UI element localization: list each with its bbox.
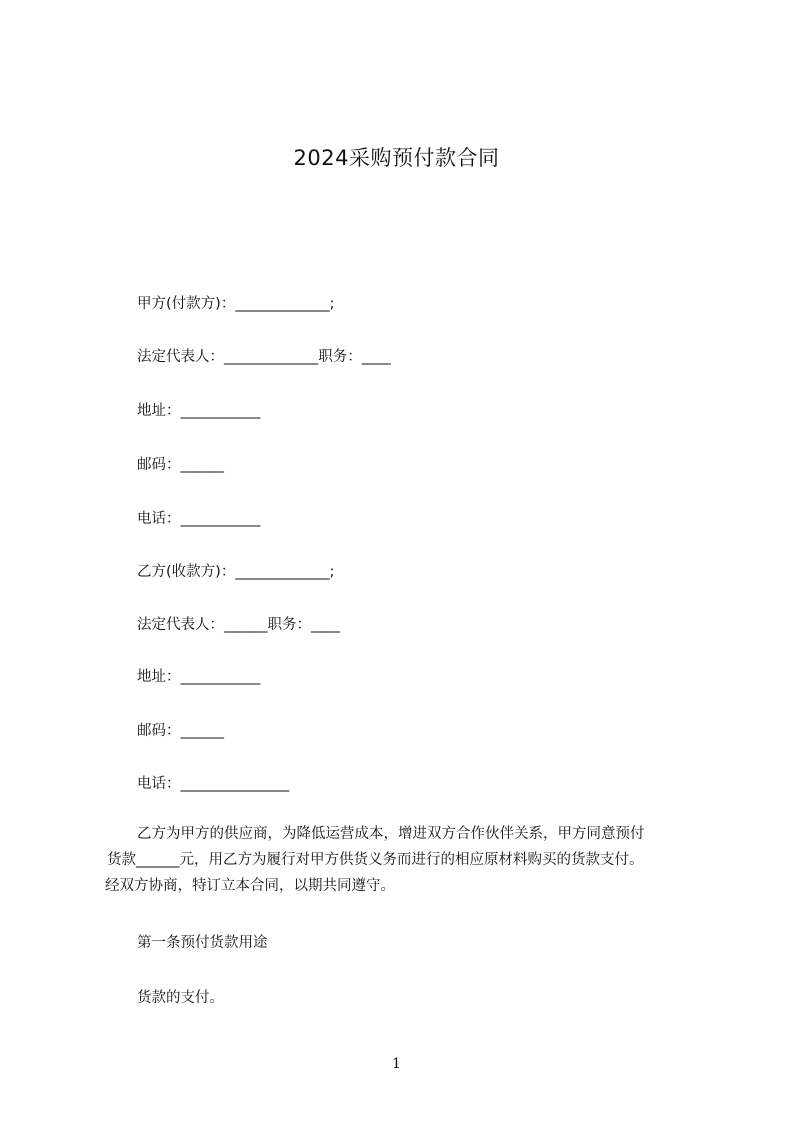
- intro-line-1: [105, 821, 705, 847]
- party-b-phone-line: 电话：_______________: [137, 776, 290, 792]
- intro-line-2: 货款______元，用乙方为履行对甲方供货义务而进行的相应原材料购买的货款支付。: [107, 852, 644, 868]
- party-b-representative-line: 法定代表人：______职务：____: [137, 617, 340, 633]
- party-a-name-line: 甲方(付款方)：_____________;: [137, 296, 335, 312]
- article-1-heading: 第一条预付货款用途: [137, 935, 268, 951]
- party-b-postcode-line: 邮码：______: [137, 723, 224, 739]
- party-a-representative-line: 法定代表人：_____________职务：____: [137, 349, 391, 365]
- party-b-name-line: 乙方(收款方)：_____________;: [137, 564, 335, 580]
- party-a-address-line: 地址：___________: [137, 403, 261, 419]
- article-1-body: 货款的支付。: [137, 990, 224, 1006]
- intro-paragraph: [105, 821, 705, 899]
- intro-line-3: 经双方协商，特订立本合同，以期共同遵守。: [105, 878, 395, 894]
- party-a-phone-line: 电话：___________: [137, 511, 261, 527]
- page-title: 2024采购预付款合同: [293, 146, 500, 170]
- party-a-postcode-line: 邮码：______: [137, 457, 224, 473]
- intro-line-1-text: 乙方为甲方的供应商，为降低运营成本，增进双方合作伙伴关系，甲方同意预付: [137, 826, 645, 842]
- party-b-address-line: 地址：___________: [137, 669, 261, 685]
- page-number: 1: [392, 1056, 401, 1072]
